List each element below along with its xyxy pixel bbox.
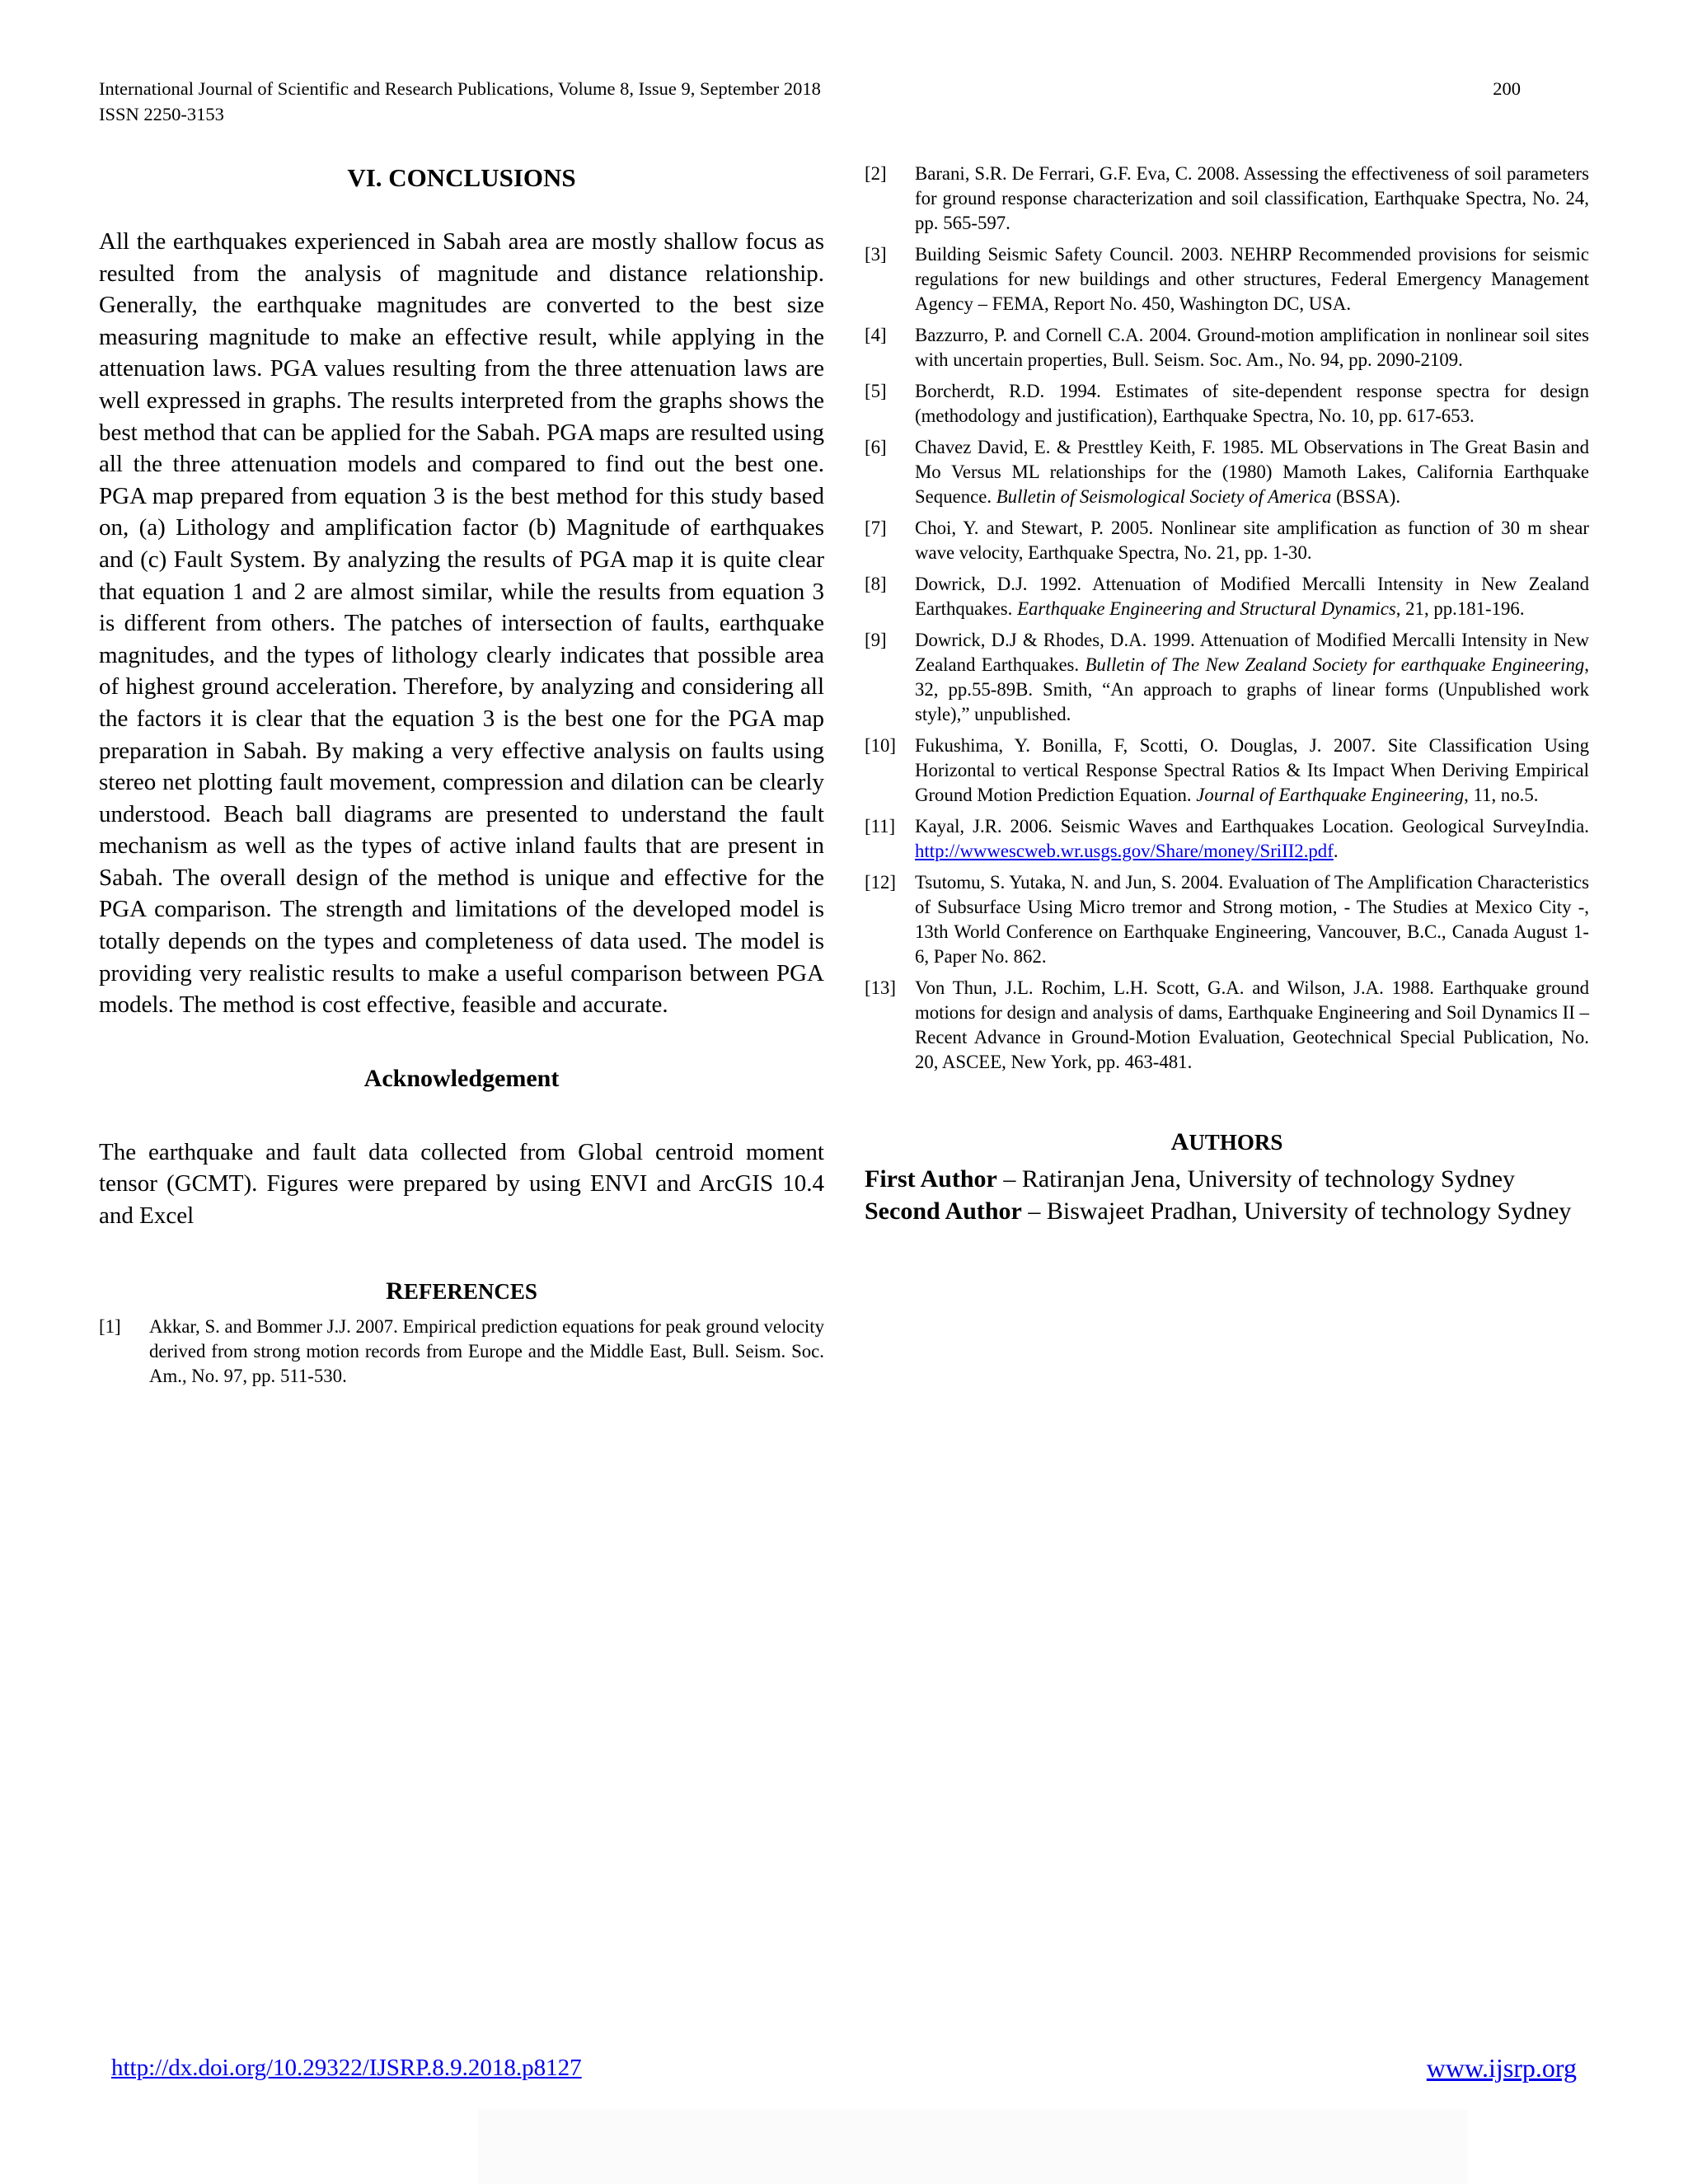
- reference-text: Dowrick, D.J & Rhodes, D.A. 1999. Attenuation of Modified Mercalli Intensity in New Zealand Earthquakes.: [915, 630, 1589, 675]
- author-separator: –: [996, 1165, 1022, 1193]
- author-entry: [865, 1164, 1589, 1196]
- acknowledgement-paragraph: The earthquake and fault data collected from Global centroid moment tensor (GCMT). Figures were prepared by using ENVI and ArcGIS 10.4 and Excel: [99, 1138, 824, 1230]
- reference-text: Bazzurro, P. and Cornell C.A. 2004. Ground-motion amplification in nonlinear soil sites with uncertain properties, Bull. Seism. Soc. Am., No. 94, pp. 2090-2109.: [915, 325, 1589, 370]
- reference-text: .: [1333, 841, 1339, 861]
- reference-text: Kayal, J.R. 2006. Seismic Waves and Earthquakes Location. Geological SurveyIndia.: [915, 816, 1589, 837]
- reference-number: [11]: [865, 816, 896, 837]
- reference-journal: Bulletin of Seismological Society of America: [996, 486, 1332, 507]
- reference-journal: Earthquake Engineering and Structural Dynamics: [1017, 598, 1396, 619]
- reference-item: [865, 323, 1589, 373]
- author-role: Second Author: [865, 1197, 1022, 1225]
- reference-number: [13]: [865, 977, 896, 998]
- author-detail: Ratiranjan Jena, University of technology Sydney: [1021, 1165, 1516, 1193]
- reference-text: Chavez David, E. & Presttley Keith, F. 1985. ML Observations in The Great Basin and Mo Versus ML relationships for the (1980) Mamoth Lakes, California Earthquake Sequence.: [915, 437, 1589, 507]
- reference-text: Von Thun, J.L. Rochim, L.H. Scott, G.A. and Wilson, J.A. 1988. Earthquake ground motions for design and analysis of dams, Earthquake Engineering and Soil Dynamics II – Recent Advance in Ground-Motion Evaluation, Geotechnical Special Publication, No. 20, ASCEE, New York, pp. 463-481.: [915, 977, 1589, 1072]
- reference-item: [865, 733, 1589, 808]
- reference-item: [865, 379, 1589, 429]
- doi-link[interactable]: http://dx.doi.org/10.29322/IJSRP.8.9.2018.p8127: [111, 2055, 582, 2081]
- reference-item: [865, 628, 1589, 727]
- authors-heading: AUTHORS: [1170, 1128, 1283, 1155]
- reference-item: [865, 162, 1589, 236]
- reference-text: Barani, S.R. De Ferrari, G.F. Eva, C. 2008. Assessing the effectiveness of soil parameters for ground response characterization and soil classification, Earthquake Spectra, No. 24, pp. 565-597.: [915, 163, 1589, 233]
- background-shade: [478, 2110, 1467, 2184]
- reference-text: (BSSA).: [1331, 486, 1401, 507]
- reference-item: [99, 1315, 824, 1389]
- issn: ISSN 2250-3153: [99, 104, 224, 124]
- reference-number: [2]: [865, 163, 887, 184]
- reference-text: Dowrick, D.J. 1992. Attenuation of Modified Mercalli Intensity in New Zealand Earthquakes.: [915, 574, 1589, 619]
- journal-title: International Journal of Scientific and Research Publications, Volume 8, Issue 9, September 2018: [99, 78, 821, 99]
- reference-text: Choi, Y. and Stewart, P. 2005. Nonlinear site amplification as function of 30 m shear wave velocity, Earthquake Spectra, No. 21, pp. 1-30.: [915, 518, 1589, 563]
- reference-item: [865, 814, 1589, 864]
- right-column: [865, 162, 1589, 1227]
- reference-number: [8]: [865, 574, 887, 594]
- author-role: First Author: [865, 1165, 997, 1193]
- reference-item: [865, 242, 1589, 316]
- reference-text: Borcherdt, R.D. 1994. Estimates of site-dependent response spectra for design (methodology and justification), Earthquake Spectra, No. 10, pp. 617-653.: [915, 381, 1589, 426]
- reference-text: , 32, pp.55-89B. Smith, “An approach to graphs of linear forms (Unpublished work style),” unpublished.: [915, 654, 1589, 724]
- reference-text: Tsutomu, S. Yutaka, N. and Jun, S. 2004. Evaluation of The Amplification Characteristics of Subsurface Using Micro tremor and Strong motion, - The Studies at Mexico City -, 13th World Conference on Earthquake Engineering, Vancouver, B.C., Canada August 1-6, Paper No. 862.: [915, 872, 1589, 967]
- reference-text: , 11, no.5.: [1464, 785, 1539, 805]
- author-separator: –: [1021, 1197, 1047, 1225]
- acknowledgement-heading: Acknowledgement: [363, 1064, 560, 1092]
- page-number: 200: [1493, 78, 1521, 99]
- site-link[interactable]: www.ijsrp.org: [1426, 2053, 1577, 2083]
- reference-text: Fukushima, Y. Bonilla, F, Scotti, O. Douglas, J. 2007. Site Classification Using Horizontal to vertical Response Spectral Ratios & Its Impact When Deriving Empirical Ground Motion Prediction Equation.: [915, 735, 1589, 805]
- reference-number: [4]: [865, 325, 887, 345]
- reference-link[interactable]: http://wwwescweb.wr.usgs.gov/Share/money/SriII2.pdf: [915, 841, 1334, 861]
- reference-number: [1]: [99, 1315, 121, 1337]
- author-entry: [865, 1196, 1589, 1228]
- references-heading: REFERENCES: [386, 1277, 537, 1305]
- reference-text: Akkar, S. and Bommer J.J. 2007. Empirical prediction equations for peak ground velocity derived from strong motion records from Europe and the Middle East, Bull. Seism. Soc. Am., No. 97, pp. 511-530.: [149, 1315, 824, 1386]
- reference-number: [6]: [865, 437, 887, 457]
- reference-number: [10]: [865, 735, 896, 756]
- reference-text: Building Seismic Safety Council. 2003. NEHRP Recommended provisions for seismic regulations for new buildings and other structures, Federal Emergency Management Agency – FEMA, Report No. 450, Washington DC, USA.: [915, 244, 1589, 314]
- left-column: [99, 162, 824, 1389]
- conclusions-heading: VI. CONCLUSIONS: [347, 163, 576, 192]
- reference-number: [3]: [865, 244, 887, 265]
- page-header: [99, 76, 1521, 127]
- reference-journal: Bulletin of The New Zealand Society for earthquake Engineering: [1085, 654, 1585, 675]
- reference-journal: Journal of Earthquake Engineering: [1196, 785, 1465, 805]
- reference-number: [7]: [865, 518, 887, 538]
- reference-item: [865, 870, 1589, 969]
- reference-item: [865, 516, 1589, 565]
- reference-item: [865, 572, 1589, 621]
- reference-number: [5]: [865, 381, 887, 401]
- conclusions-paragraph: All the earthquakes experienced in Sabah area are mostly shallow focus as resulted from the analysis of magnitude and distance relationship. Generally, the earthquake magnitudes are converted to the best size measuring magnitude to make an effective result, while applying in the attenuation laws. PGA values resulting from the three attenuation laws are well expressed in graphs. The results interpreted from the graphs shows the best method that can be applied for the Sabah. PGA maps are resulted using all the three attenuation models and compared to find out the best one. PGA map prepared from equation 3 is the best method for this study based on, (a) Lithology and amplification factor (b) Magnitude of earthquakes and (c) Fault System. By analyzing the results of PGA map it is quite clear that equation 1 and 2 are almost similar, while the results from equation 3 is different from others. The patches of intersection of faults, earthquake magnitudes, and the types of lithology clearly indicates that possible area of highest ground acceleration. Therefore, by analyzing and considering all the factors it is clear that the equation 3 is the best one for the PGA map preparation in Sabah. By making a very effective analysis on faults using stereo net plotting fault movement, compression and dilation can be clearly understood. Beach ball diagrams are presented to understand the fault mechanism as well as the types of active inland faults that are present in Sabah. The overall design of the method is unique and effective for the PGA comparison. The strength and limitations of the developed model is totally depends on the types and completeness of data used. The model is providing very realistic results to make a useful comparison between PGA models. The method is cost effective, feasible and accurate.: [99, 228, 824, 1019]
- author-detail: Biswajeet Pradhan, University of technology Sydney: [1046, 1197, 1572, 1225]
- reference-item: [865, 435, 1589, 509]
- reference-number: [9]: [865, 630, 887, 650]
- reference-text: , 21, pp.181-196.: [1395, 598, 1525, 619]
- reference-item: [865, 976, 1589, 1075]
- reference-number: [12]: [865, 872, 896, 893]
